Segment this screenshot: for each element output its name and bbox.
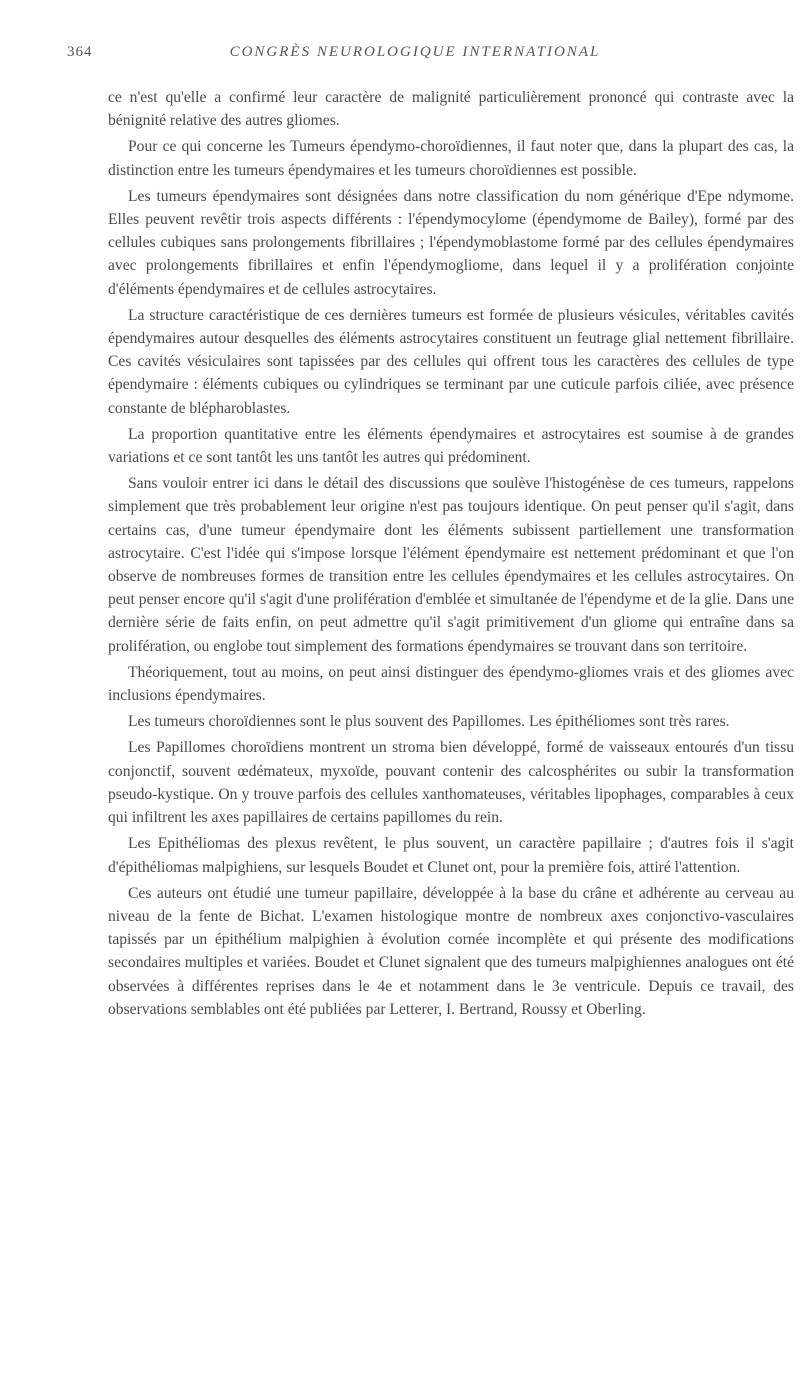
body-text <box>108 86 794 1021</box>
page-header <box>0 44 800 68</box>
paragraph: Les tumeurs épendymaires sont désignées dans notre classification du nom générique d'Epe ndymome. Elles peuvent revêtir trois aspects différents : l'épendymocylome (épendymome de Bailey), formé par des cellules cubiques sans prolongements fibrillaires ; l'épendymoblastome formé par des cellules épendymaires avec prolongements fibrillaires et enfin l'épendymogliome, dans lequel il y a prolifération conjointe d'éléments épendymaires et de cellules astrocytaires. <box>108 187 794 298</box>
paragraph: La structure caractéristique de ces dernières tumeurs est formée de plusieurs vésicules, véritables cavités épendymaires autour desquelles des éléments astrocytaires constituent un feutrage glial nettement fibrillaire. Ces cavités vésiculaires sont tapissées par des cellules qui offrent tous les caractères des cellules de type épendymaire : éléments cubiques ou cylindriques se terminant par une cuticule parfois ciliée, avec présence constante de blépharoblastes. <box>108 306 794 417</box>
paragraph: Ces auteurs ont étudié une tumeur papillaire, développée à la base du crâne et adhérente au cerveau au niveau de la fente de Bichat. L'examen histologique montre de nombreux axes conjonctivo-vasculaires tapissés par un épithélium malpighien à évolution cornée incomplète et qui présente des modifications secondaires multiples et variées. Boudet et Clunet signalent que des tumeurs malpighiennes analogues ont été observées à différentes reprises dans le 4e et notamment dans le 3e ventricule. Depuis ce travail, des observations semblables ont été publiées par Letterer, I. Bertrand, Roussy et Oberling. <box>108 884 794 1018</box>
paragraph: Les Epithéliomas des plexus revêtent, le plus souvent, un caractère papillaire ; d'autres fois il s'agit d'épithéliomas malpighiens, sur lesquels Boudet et Clunet ont, pour la première fois, attiré l'attention. <box>108 835 794 876</box>
paragraph: ce n'est qu'elle a confirmé leur caractère de malignité particulièrement prononcé qui contraste avec la bénignité relative des autres gliomes. <box>108 89 794 130</box>
page-number: 364 <box>67 44 93 60</box>
paragraph: La proportion quantitative entre les éléments épendymaires et astrocytaires est soumise à de grandes variations et ce sont tantôt les uns tantôt les autres qui prédominent. <box>108 425 794 467</box>
paragraph: Théoriquement, tout au moins, on peut ainsi distinguer des épendymo-gliomes vrais et des gliomes avec inclusions épendymaires. <box>108 663 794 705</box>
paragraph: Pour ce qui concerne les Tumeurs épendymo-choroïdiennes, il faut noter que, dans la plupart des cas, la distinction entre les tumeurs épendymaires et les tumeurs choroïdiennes est possible. <box>108 138 794 179</box>
paragraph: Sans vouloir entrer ici dans le détail des discussions que soulève l'histogénèse de ces tumeurs, rappelons simplement que très probablement leur origine n'est pas toujours identique. On peut penser qu'il s'agit, dans certains cas, d'une tumeur épendymaire dont les éléments subissent partiellement une transformation astrocytaire. C'est l'idée qui s'impose lorsque l'élément épendymaire est nettement prédominant et que l'on observe de nombreuses formes de transition entre les cellules épendymaires et les cellules astrocytaires. On peut penser encore qu'il s'agit d'une prolifération d'emblée et simultanée de l'épendyme et de la glie. Dans une dernière série de faits enfin, on peut admettre qu'il s'agit primitivement d'un gliome qui entraîne dans sa prolifération, ou englobe tout simplement des formations épendymaires se trouvant dans son territoire. <box>108 475 794 655</box>
running-title: CONGRÈS NEUROLOGIQUE INTERNATIONAL <box>229 44 601 60</box>
paragraph: Les Papillomes choroïdiens montrent un stroma bien développé, formé de vaisseaux entourés d'un tissu conjonctif, souvent œdémateux, myxoïde, pouvant contenir des calcosphérites ou subir la transformation pseudo-kystique. On y trouve parfois des cellules xanthomateuses, véritables lipophages, comparables à ceux qui infiltrent les axes papillaires de certains papillomes du rein. <box>108 739 794 827</box>
paragraph: Les tumeurs choroïdiennes sont le plus souvent des Papillomes. Les épithéliomes sont très rares. <box>128 713 730 731</box>
